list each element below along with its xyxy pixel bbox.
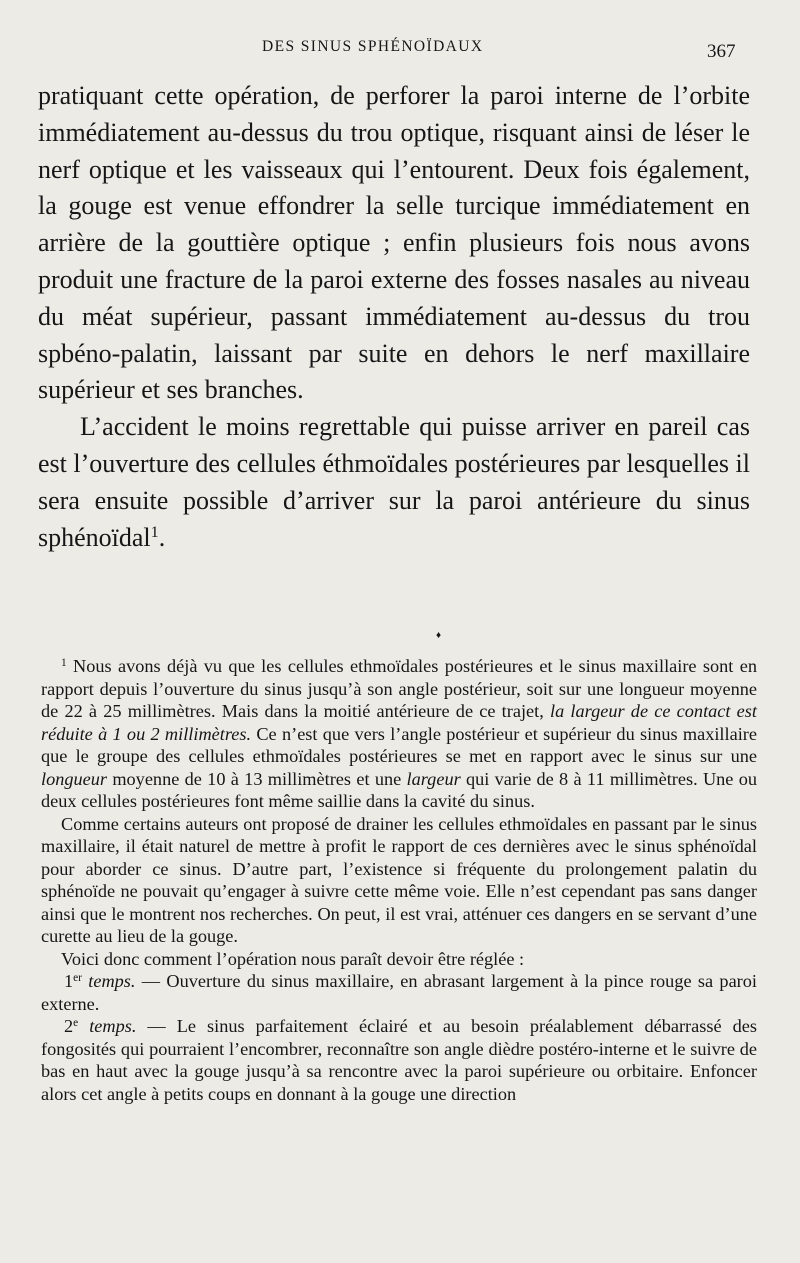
step-ordinal: e [73, 1016, 79, 1029]
step-label: temps. [89, 1016, 137, 1036]
operation-step [41, 1015, 757, 1105]
footnote-marker: 1 [61, 656, 67, 669]
footnote-italic: longueur [41, 768, 108, 789]
ornament-icon: ♦ [436, 630, 442, 641]
footnote-paragraph: Comme certains auteurs ont proposé de drainer les cellules ethmoïdales en passant par le sinus maxillaire, il était naturel de mettre à profit le rapport de ces dernières avec le sinus sphénoïdal pour aborder ce sinus. D’autre part, l’existence si fréquente du prolongement palatin du sphénoïde ne pouvait qu’engager à suivre cette même voie. Elle n’est cependant pas sans danger ainsi que le montrent nos recherches. On peut, il est vrai, atténuer ces dangers en se servant d’une curette au lieu de la gouge. [41, 813, 757, 946]
body-paragraph-text: L’accident le moins regrettable qui puisse arriver en pareil cas est l’ouverture des cellules éthmoïdales postérieures par lesquelles il sera ensuite possible d’arriver sur la paroi antérieure du sinus sphénoïdal [38, 412, 750, 552]
running-head [0, 38, 800, 62]
operation-step [41, 970, 757, 1015]
footnote-text: qui varie de 8 à 11 millimètres. Une ou deux cellules postérieures font même saillie dans la cavité du sinus. [41, 768, 757, 811]
step-label: temps. [88, 971, 136, 991]
footnote-text: Ce n’est que vers l’angle postérieur et supérieur du sinus maxillaire que le groupe des cellules ethmoïdales postérieures se met en rapport avec le sinus sur une [41, 723, 757, 766]
footnote-text: Nous avons déjà vu que les cellules ethmoïdales postérieures et le sinus maxillaire sont en rapport depuis l’ouverture du sinus jusqu’à son angle postérieur, soit sur une longueur moyenne de 22 à 25 millimètres. Mais dans la moitié antérieure de ce trajet, [41, 656, 757, 721]
step-text: — Le sinus parfaitement éclairé et au besoin préalablement débarrassé des fongosités qui pourraient l’encombrer, reconnaître son angle dièdre postéro-interne et le suivre de bas en haut avec la gouge jusqu’à sa rencontre avec la paroi supérieure ou orbitaire. Enfoncer alors cet angle à petits coups en donnant à la gouge une direction [41, 1016, 757, 1104]
body-paragraph-end: . [158, 522, 166, 552]
footnote-paragraph: Voici donc comment l’opération nous paraît devoir être réglée : [61, 948, 525, 969]
footnote [41, 655, 757, 1105]
footnote-paragraph [41, 655, 757, 813]
running-title: DES SINUS SPHÉNOÏDAUX [262, 38, 484, 55]
footnote-italic: largeur [406, 768, 461, 789]
body-paragraph: pratiquant cette opération, de perforer la paroi interne de l’orbite immédiatement au-dessus du trou optique, risquant ainsi de léser le nerf optique et les vaisseaux qui l’entourent. Deux fois également, la gouge est venue effondrer la selle turcique immédiatement en arrière de la gouttière optique ; enfin plusieurs fois nous avons produit une fracture de la paroi externe des fosses nasales au niveau du méat supérieur, passant immédiatement au-dessus du trou spbéno-palatin, laissant par suite en dehors le nerf maxillaire supérieur et ses branches. [38, 81, 750, 405]
page-number: 367 [707, 41, 736, 62]
step-text: — Ouverture du sinus maxillaire, en abrasant largement à la pince rouge sa paroi externe. [41, 971, 757, 1014]
main-text [38, 78, 750, 556]
step-ordinal: er [73, 971, 82, 984]
step-number: 1 [64, 971, 74, 991]
footnote-italic: la largeur de ce contact est réduite à 1 ou 2 millimètres. [41, 701, 757, 744]
body-paragraph [38, 409, 750, 556]
footnote-text: moyenne de 10 à 13 millimètres et une [107, 768, 407, 789]
footnote-reference: 1 [150, 523, 159, 541]
step-number: 2 [64, 1016, 74, 1036]
